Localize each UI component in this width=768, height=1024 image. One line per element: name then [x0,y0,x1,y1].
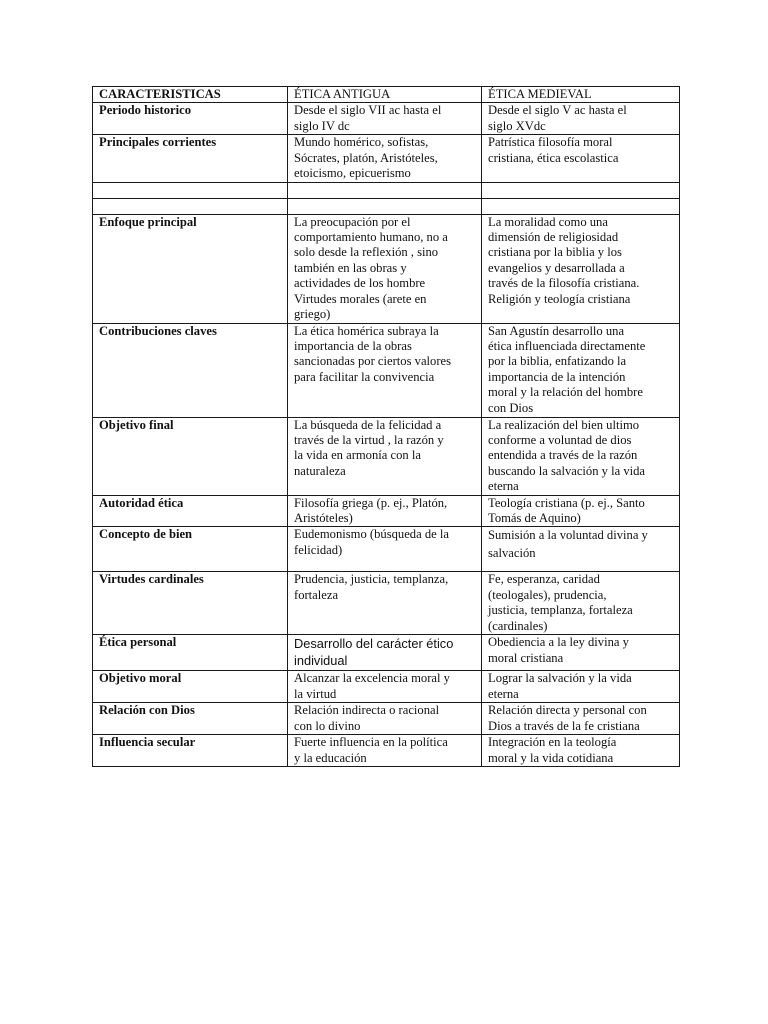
cell-antigua: Fuerte influencia en la política y la educación [288,735,482,767]
row-label: Objetivo final [93,417,288,495]
row-label: Concepto de bien [93,527,288,572]
row-label: Virtudes cardinales [93,572,288,635]
row-label: Principales corrientes [93,135,288,182]
table-row [93,527,680,572]
cell-medieval: Lograr la salvación y la vida eterna [482,671,680,703]
table-row [93,103,680,135]
table-row [93,671,680,703]
cell-antigua: La búsqueda de la felicidad a través de la virtud , la razón y la vida en armonía con la naturaleza [288,417,482,495]
cell-medieval: San Agustín desarrollo una ética influenciada directamente por la biblia, enfatizando la importancia de la intención moral y la relación del hombre con Dios [482,323,680,417]
row-label [93,182,288,198]
cell-medieval: Integración en la teología moral y la vida cotidiana [482,735,680,767]
table-row [93,735,680,767]
header-caracteristicas: CARACTERISTICAS [93,87,288,103]
cell-medieval: Obediencia a la ley divina y moral cristiana [482,635,680,671]
cell-medieval [482,198,680,214]
cell-medieval: Desde el siglo V ac hasta el siglo XVdc [482,103,680,135]
cell-antigua: Desarrollo del carácter ético individual [288,635,482,671]
row-label: Influencia secular [93,735,288,767]
table-row [93,635,680,671]
cell-medieval: La realización del bien ultimo conforme a voluntad de dios entendida a través de la razón buscando la salvación y la vida eterna [482,417,680,495]
cell-antigua: Eudemonismo (búsqueda de la felicidad) [288,527,482,572]
cell-medieval: Teología cristiana (p. ej., Santo Tomás de Aquino) [482,495,680,527]
row-label: Relación con Dios [93,703,288,735]
cell-medieval: La moralidad como una dimensión de religiosidad cristiana por la biblia y los evangelios y desarrollada a través de la filosofía cristiana. Religión y teología cristiana [482,214,680,323]
cell-antigua [288,182,482,198]
cell-medieval [482,182,680,198]
row-label: Autoridad ética [93,495,288,527]
table-row [93,417,680,495]
table-row-empty [93,198,680,214]
cell-medieval: Patrística filosofía moral cristiana, ética escolastica [482,135,680,182]
table-row [93,214,680,323]
cell-medieval: Fe, esperanza, caridad (teologales), prudencia, justicia, templanza, fortaleza (cardinales) [482,572,680,635]
row-label: Contribuciones claves [93,323,288,417]
table-header [93,87,680,103]
cell-medieval: Sumisión a la voluntad divina y salvación [482,527,680,572]
cell-medieval: Relación directa y personal con Dios a través de la fe cristiana [482,703,680,735]
cell-antigua: Relación indirecta o racional con lo divino [288,703,482,735]
table-row [93,495,680,527]
table-body [93,103,680,767]
row-label: Periodo historico [93,103,288,135]
cell-antigua: Desde el siglo VII ac hasta el siglo IV dc [288,103,482,135]
table-row-empty [93,182,680,198]
cell-antigua: Alcanzar la excelencia moral y la virtud [288,671,482,703]
cell-antigua: La preocupación por el comportamiento humano, no a solo desde la reflexión , sino también en las obras y actividades de los hombre Virtudes morales (arete en griego) [288,214,482,323]
row-label: Objetivo moral [93,671,288,703]
header-etica-medieval: ÉTICA MEDIEVAL [482,87,680,103]
cell-antigua: Filosofía griega (p. ej., Platón, Aristóteles) [288,495,482,527]
cell-antigua: La ética homérica subraya la importancia de la obras sancionadas por ciertos valores para facilitar la convivencia [288,323,482,417]
cell-antigua: Mundo homérico, sofistas, Sócrates, platón, Aristóteles, etoicismo, epicuerismo [288,135,482,182]
row-label: Ética personal [93,635,288,671]
table-row [93,572,680,635]
header-row [93,87,680,103]
row-label [93,198,288,214]
header-etica-antigua: ÉTICA ANTIGUA [288,87,482,103]
row-label: Enfoque principal [93,214,288,323]
table-row [93,135,680,182]
table-row [93,703,680,735]
cell-antigua: Prudencia, justicia, templanza, fortaleza [288,572,482,635]
table-row [93,323,680,417]
ethics-comparison-table [92,86,680,767]
cell-antigua [288,198,482,214]
